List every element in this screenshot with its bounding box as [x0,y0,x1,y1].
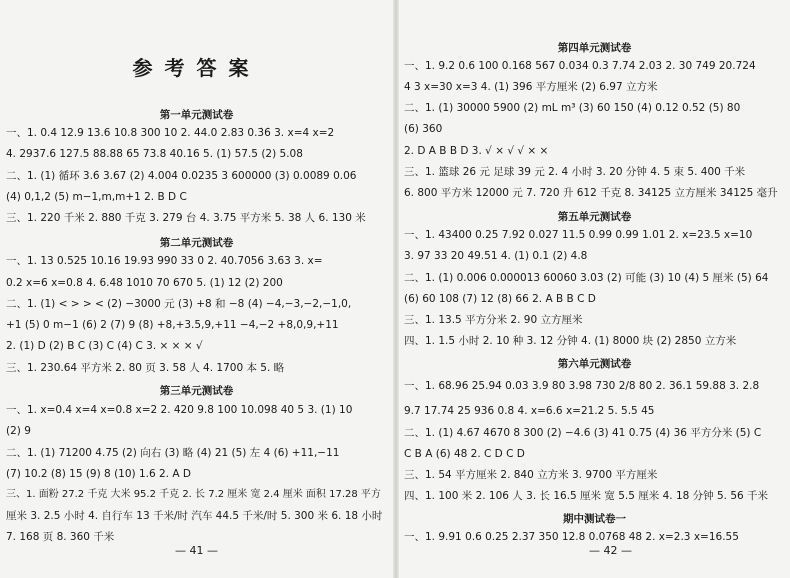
answer-line: 3. 97 33 20 49.51 4. (1) 0.1 (2) 4.8 [404,250,588,262]
answer-line: +1 (5) 0 m−1 (6) 2 (7) 9 (8) +8,+3.5,9,+11 −4,−2 +8,0,9,+11 [6,319,339,331]
section-heading: 第六单元测试卷 [557,358,632,370]
answer-line: 一、1. 9.91 0.6 0.25 2.37 350 12.8 0.0768 48 2. x=2.3 x=16.55 [404,531,739,543]
answer-line: 一、1. 68.96 25.94 0.03 3.9 80 3.98 730 2/8 80 2. 36.1 59.88 3. 2.8 [404,380,760,392]
right-page [399,0,790,578]
answer-line: (2) 9 [6,425,31,437]
answer-line: 三、1. 230.64 平方米 2. 80 页 3. 58 人 4. 1700 本 5. 略 [6,362,285,374]
answer-line: 二、1. (1) 71200 4.75 (2) 向右 (3) 略 (4) 21 (5) 左 4 (6) +11,−11 [6,447,340,459]
answer-line: 一、1. 0.4 12.9 13.6 10.8 300 10 2. 44.0 2.83 0.3̇6̇ 3. x=4 x=2 [6,127,335,139]
section-heading: 第三单元测试卷 [159,385,234,397]
answer-line: (6) 60 108 (7) 12 (8) 66 2. A B B C D [404,293,596,305]
answer-line: C B A (6) 48 2. C D C D [404,448,525,460]
answer-line: 四、1. 100 米 2. 106 人 3. 长 16.5 厘米 宽 5.5 厘米 4. 18 分钟 5. 56 千米 [404,490,769,502]
answer-line: 4 3 x=30 x=3 4. (1) 396 平方厘米 (2) 6.97 立方米 [404,81,658,93]
answer-line: 2. (1) D (2) B C (3) C (4) C 3. × × × √ [6,340,203,352]
answer-line: 一、1. 9.2 0.6 100 0.168 567 0.034 0.3 7.74 2.03 2. 30 749 20.724 [404,60,756,72]
answer-line: 9.7 17.74 25 936 0.8 4. x=6.6 x=21.2 5. 5.5 45 [404,405,655,417]
answer-line: 三、1. 220 千米 2. 880 千克 3. 279 台 4. 3.75 平方米 5. 38 人 6. 130 米 [6,212,366,224]
answer-line: 2. D A B B D 3. √ × √ √ × × [404,145,549,157]
answer-line: 三、1. 13.5 平方分米 2. 90 立方厘米 [404,314,583,326]
answer-line: (6) 360 [404,123,443,135]
answer-line: 一、1. 43400 0.25 7.92 0.027 11.5 0.99 0.99 1.01 2. x=23.5 x=10 [404,229,753,241]
section-heading: 第五单元测试卷 [557,211,632,223]
answer-line: 7. 168 页 8. 360 千米 [6,531,115,543]
section-heading: 第一单元测试卷 [159,109,234,121]
page-number: — 41 — [175,544,218,557]
answer-line: 一、1. x=0.4 x=4 x=0.8 x=2 2. 420 9.8 100 10.098 40 5 3. (1) 10 [6,404,353,416]
section-heading: 第二单元测试卷 [159,237,234,249]
page-title: 参考答案 [132,56,261,80]
answer-line: 四、1. 1.5 小时 2. 10 种 3. 12 分钟 4. (1) 8000 块 (2) 2850 立方米 [404,335,737,347]
answer-line: 二、1. (1) 4.67 4670 8 300 (2) −4.6 (3) 41 0.75 (4) 36 平方分米 (5) C [404,427,762,439]
answer-line: 二、1. (1) 30000 5900 (2) mL m³ (3) 60 150 (4) 0.12 0.52 (5) 80 [404,102,741,114]
section-heading: 第四单元测试卷 [557,42,632,54]
answer-line: 厘米 3. 2.5 小时 4. 自行车 13 千米/时 汽车 44.5 千米/时 5. 300 米 6. 18 小时 [6,510,383,522]
answer-line: 三、1. 篮球 26 元 足球 39 元 2. 4 小时 3. 20 分钟 4. 5 束 5. 400 千米 [404,166,746,178]
answer-line: 三、1. 面粉 27.2 千克 大米 95.2 千克 2. 长 7.2 厘米 宽 2.4 厘米 面积 17.28 平方 [6,489,381,500]
answer-line: 二、1. (1) < > > < (2) −3000 元 (3) +8 和 −8 (4) −4,−3,−2,−1,0, [6,298,352,310]
answer-line: 4. 2937.6 127.5 88.88 65 73.8 40.16 5. (1) 57.5 (2) 5.08 [6,148,303,160]
left-page [0,0,393,578]
section-heading: 期中测试卷一 [563,513,626,525]
answer-line: (7) 10.2 (8) 15 (9) 8 (10) 1.6 2. A D [6,468,191,480]
answer-line: 0.2 x=6 x=0.8 4. 6.48 1010 70 670 5. (1) 12 (2) 200 [6,277,283,289]
answer-line: 三、1. 54 平方厘米 2. 840 立方米 3. 9700 平方厘米 [404,469,658,481]
page-number: — 42 — [589,544,632,557]
answer-line: 二、1. (1) 循环 3.6̇ 3.67 (2) 4.004 0.0235 3 600000 (3) 0.0089 0.06 [6,170,357,182]
answer-line: 6. 800 平方米 12000 元 7. 720 升 612 千克 8. 34125 立方厘米 34125 毫升 [404,187,778,199]
answer-line: 一、1. 13 0.525 10.16 19.93 990 33 0 2. 40.7056 3.63 3. x= [6,255,323,267]
answer-line: (4) 0,1,2 (5) m−1,m,m+1 2. B D C [6,191,187,203]
answer-line: 二、1. (1) 0.006 0.000013 60060 3.03 (2) 可能 (3) 10 (4) 5 厘米 (5) 64 [404,272,769,284]
